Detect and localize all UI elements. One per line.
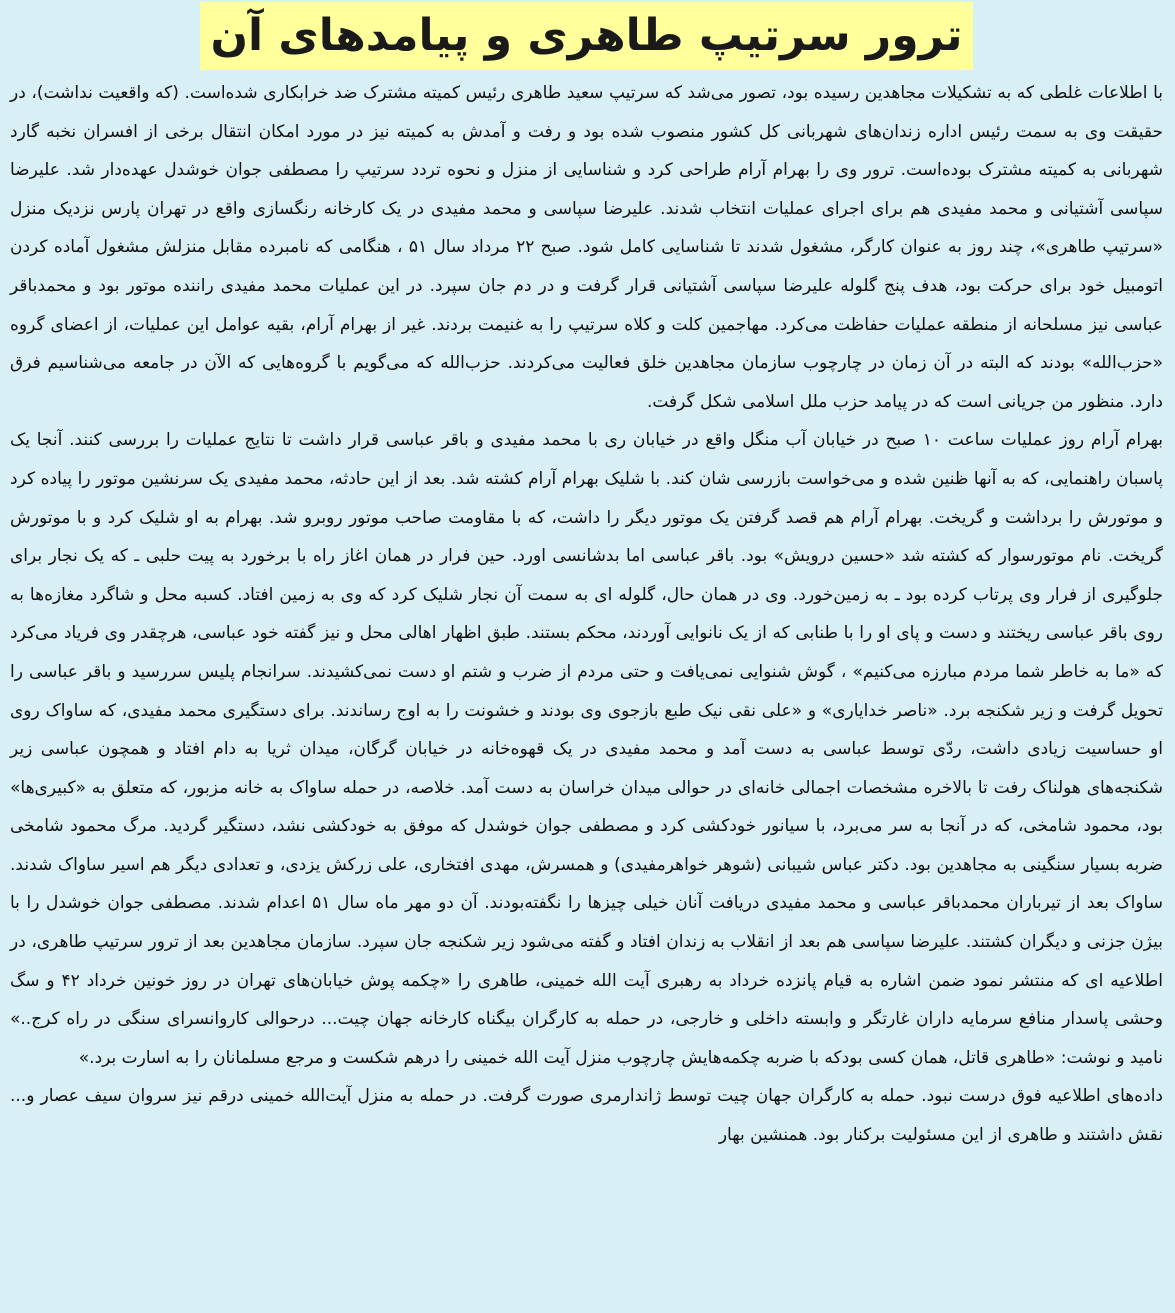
paragraph-3: داده‌های اطلاعیه فوق درست نبود. حمله به کارگران جهان چیت توسط ژاندارمری صورت گرفت. در حمله به منزل آیت‌الله خمینی درقم نیز سروان سیف عصار و... نقش داشتند و طاهری از این مسئولیت برکنار بود. همنشین بهار [10,1086,1163,1146]
paragraph-2: بهرام آرام روز عملیات ساعت ۱۰ صبح در خیابان آب منگل واقع در خیابان ری با محمد مفیدی و باقر عباسی قرار داشت تا نتایج عملیات را بررسی کنند. آنجا یک پاسبان راهنمایی، که به آنها ظنین شده و می‌خواست بازرسی شان کند. با شلیک بهرام آرام کشته شد. بعد از این حادثه، محمد مفیدی یک سرنشین موتور را پیاده کرد و موتورش را برداشت و گریخت. بهرام آرام هم قصد گرفتن یک موتور دیگر را داشت، که با مقاومت صاحب موتور روبرو شد. بهرام به او شلیک کرد و با موتورش گریخت. نام موتورسوار که کشته شد «حسین درویش» بود. باقر عباسی اما بدشانسی اورد. حین فرار در همان اغاز راه با برخورد به پیت حلبی ـ که یک نجار برای جلوگیری از فرار وی پرتاب کرده بود ـ به زمین‌خورد. وی در همان حال، گلوله ای به سمت آن نجار شلیک کرد که وی به زمین افتاد. کسبه محل و شاگرد مغازه‌ها به روی باقر عباسی ریختند و دست و پای او را با طنابی که از یک نانوایی آوردند، محکم بستند. طبق اظهار اهالی محل و نیز گفته خود عباسی، هرچقدر وی فریاد می‌کرد که «ما به خاطر شما مردم مبارزه می‌کنیم» ، گوش شنوایی نمی‌یافت و حتی مردم از ضرب و شتم او دست نمی‌کشیدند. سرانجام پلیس سررسید و باقر عباسی را تحویل گرفت و زیر شکنجه برد. «ناصر خدایاری» و «علی نقی نیک طبع بازجوی وی بودند و خشونت را به اوج رساندند. برای دستگیری محمد مفیدی، که ساواک روی او حساسیت زیادی داشت، ردّی توسط عباسی به دست آمد و محمد مفیدی در یک قهوه‌خانه در خیابان گرگان، میدان ثریا به دام افتاد و همچون عباسی زیر شکنجه‌های هولناک رفت تا بالاخره مشخصات اجمالی خانه‌ای در حوالی میدان خراسان به دست آمد. خلاصه، در حمله ساواک به خانه مزبور، که متعلق به «کبیری‌ها» بود، محمود شامخی، که در آنجا به سر می‌برد، با سیانور خودکشی کرد و مصطفی جوان خوشدل که موفق به خودکشی نشد، دستگیر گردید. مرگ محمود شامخی ضربه بسیار سنگینی به مجاهدین بود. دکتر عباس شیبانی (شوهر خواهرمفیدی) و همسرش، مهدی افتخاری، علی زرکش یزدی، و تعدادی دیگر هم اسیر ساواک شدند. ساواک بعد از تیرباران محمدباقر عباسی و محمد مفیدی دریافت آنان خیلی چیزها را نگفته‌بودند. آن دو مهر ماه سال ۵۱ اعدام شدند. مصطفی جوان خوشدل را با بیژن جزنی و دیگران کشتند. علیرضا سپاسی هم بعد از انقلاب به زندان افتاد و گفته می‌شود زیر شکنجه جان سپرد. سازمان مجاهدین بعد از ترور سرتیپ طاهری، در اطلاعیه ای که منتشر نمود ضمن اشاره به قیام پانزده خرداد به رهبری آیت الله خمینی، طاهری را «چکمه پوش خیابان‌های تهران در روز خونین خرداد ۴۲ و سگ وحشی پاسدار منافع سرمایه داران غارتگر و وابسته داخلی و خارجی، در حمله به کارگران بیگناه کارخانه جهان چیت... درحوالی کاروانسرای سنگی در راه کرج..» نامید و نوشت: «طاهری قاتل، همان کسی بودکه با ضربه چکمه‌هایش چارچوب منزل آیت الله خمینی را درهم شکست و مرجع مسلمانان را به اسارت برد.» [10,430,1164,1068]
title-container [10,2,1163,74]
paragraph-1: با اطلاعات غلطی که به تشکیلات مجاهدین رسیده بود، تصور می‌شد که سرتیپ سعید طاهری رئیس کمیته مشترک ضد خرابکاری شده‌است. (که واقعیت نداشت)، در حقیقت وی به سمت رئیس اداره زندان‌های شهربانی کل کشور منصوب شده بود و رفت و آمدش به کمیته نیز در مورد امکان انتقال برخی از افسران نخبه گارد شهربانی به کمیته مشترک بوده‌است. ترور وی را بهرام آرام طراحی کرد و شناسایی از منزل و نحوه تردد سرتیپ را مصطفی جوان خوشدل عهده‌دار شد. علیرضا سپاسی آشتیانی و محمد مفیدی هم برای اجرای عملیات انتخاب شدند. علیرضا سپاسی و محمد مفیدی در یک کارخانه رنگسازی واقع در تهران پارس نزدیک منزل «سرتیپ طاهری»، چند روز به عنوان کارگر، مشغول شدند تا شناسایی کامل شود. صبح ۲۲ مرداد سال ۵۱ ، هنگامی که نامبرده مقابل منزلش مشغول آماده کردن اتومبیل خود برای حرکت بود، هدف پنج گلوله علیرضا سپاسی آشتیانی قرار گرفت و در دم جان سپرد. در این عملیات محمد مفیدی راننده موتور بود و محمدباقر عباسی نیز مسلحانه از منطقه عملیات حفاظت می‌کرد. مهاجمین کلت و کلاه سرتیپ را به غنیمت بردند. غیر از بهرام آرام، بقیه عوامل این عملیات، از اعضای گروه «حزب‌الله» بودند که البته در آن زمان در چارچوب سازمان مجاهدین خلق فعالیت می‌کردند. حزب‌الله که می‌گویم با گروه‌هایی که الآن در جامعه می‌شناسیم فرق دارد. منظور من جریانی است که در پیامد حزب ملل اسلامی شکل گرفت. [10,83,1163,412]
article-body [10,74,1163,1155]
page-title: ترور سرتیپ طاهری و پیامدهای آن [200,2,972,70]
